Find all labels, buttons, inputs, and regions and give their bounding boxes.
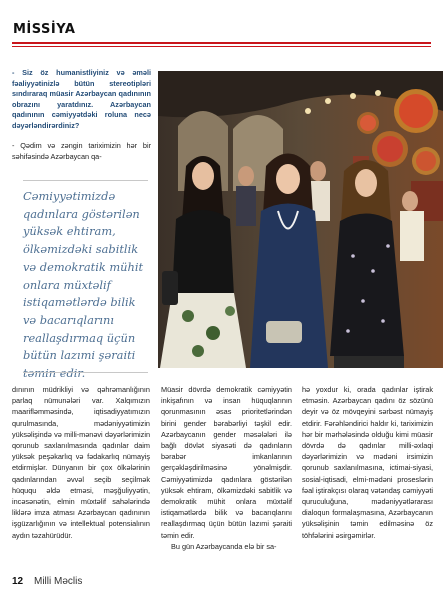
body-column-2 (161, 384, 292, 552)
body-paragraph: Bu gün Azərbaycanda elə bir sa- (171, 541, 277, 551)
body-column-3 (302, 384, 433, 541)
body-column-1 (12, 384, 150, 541)
header-rule (12, 42, 431, 44)
section-title: MİSSİYA (13, 22, 76, 37)
pull-quote-rule-bottom (23, 372, 148, 373)
page-number: 12 (12, 576, 24, 587)
pull-quote-rule-top (23, 180, 148, 181)
body-paragraph: Müasir dövrdə demokratik cəmiyyətin inkişafının və insan hüquqlarının qorunmasının əsas prioritetlərindən birini gender bərabərliyi təşkil edir. Azərbaycanın gender məsələləri ilə bağlı dövlət siyasəti də qadınların bərabər imkanlarının gerçəkləşdirilməsinə yönəlmişdir. Cəmiyyətimizdə qadınlara göstərilən yüksək ehtiram, ölkəmizdəki sabitlik və demokratik mühit onlara müxtəlif istiqamətlərdə bilik və bacarıqlarını reallaşdırmaq üçün bütün lazımi şəraiti təmin edir. (161, 385, 292, 540)
pull-quote: Cəmiyyətimizdə qadınlara göstərilən yüksək ehtiram, ölkəmizdəki sabitlik və demokratik mühit onlara müxtəlif istiqamətlərdə bilik və bacarıqlarını reallaşdırmaq üçün bütün lazımi şəraiti təmin edir. (23, 189, 144, 381)
magazine-name: Milli Məclis (34, 576, 83, 587)
body-paragraph: dınının müdrikliyi və qəhrəmanlığının parlaq nümunələri var. Xalqımızın maarifləmməsində, iqtisadiyyatımızın qurulmasında, mədəniyyətimizin yüksəlişində və milli-mənəvi dəyərlərimizin qorunub saxlanılmasında qadınlar daim yüksək peşəkarlıq və fədakarlıq nümayiş etdirmişlər. Dünyanın bir çox ölkələrinin qadınlarından əvvəl seçib seçilmək hüququ əldə etməsi, məşğuliyyətin, incəsənətin, elmin müxtəlif sahələrində liklərə imza atması Azərbaycan qadınının işgüzarlığının və intellektual potensialının aydın təzahürüdür. (12, 385, 150, 540)
interview-question: - Siz öz humanistliyiniz və əməli fəaliyyətinizlə bütün stereotipləri sındıraraq müasir Azərbaycan qadınının obrazını yaratdınız. Azərbaycan qadınının cəmiyyətdəki roluna necə dəyərləndirərdiniz? (12, 68, 151, 130)
body-paragraph: hə yoxdur ki, orada qadınlar iştirak etməsin. Azərbaycan qadını öz sözünü deyir və öz mövqeyini sərbəst nümayiş etdirir. Fərəhləndirici haldır ki, tariximizin hər bir mərhələsində olduğu kimi müasir dövrdə də qadınlar milli-əxlaqi dəyərlərimizin və mədəni irsimizin qorunub saxlanılmasına, ictimai-siyasi, sosial-iqtisadi, elmi-mədəni proseslərin fəal iştirakçısı olaraq vətəndaş cəmiyyəti quruculuğuna, mədəniyyətlərarası dialoqun formalaşmasına, Azərbaycanın yüksəlişinin təmin edilməsinə öz töhfələrini əsirgəmirlər. (302, 385, 433, 540)
header-rule-thin (12, 46, 431, 47)
interview-answer-start: - Qədim və zəngin tariximizin hər bir səhifəsində Azərbaycan qa- (12, 141, 151, 161)
event-photo (158, 71, 443, 368)
